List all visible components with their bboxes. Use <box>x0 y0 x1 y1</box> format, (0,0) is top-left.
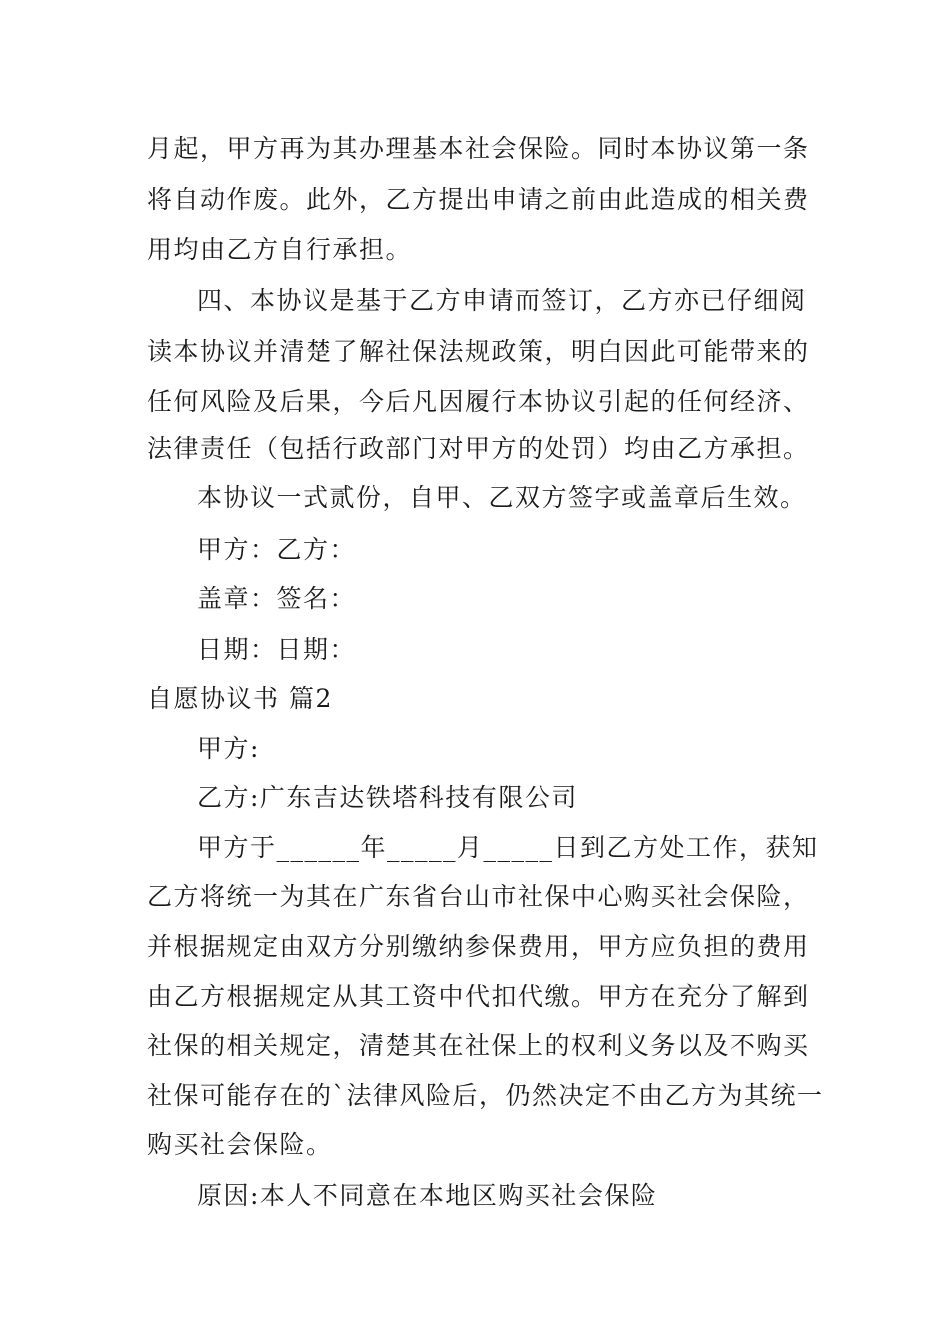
paragraph-line: 用均由乙方自行承担。 <box>147 235 413 264</box>
signature-party-line: 甲方：乙方： <box>197 535 357 564</box>
paragraph-line: 甲方于______年_____月_____日到乙方处工作，获知 <box>197 833 819 862</box>
paragraph-line: 月起，甲方再为其办理基本社会保险。同时本协议第一条 <box>147 134 810 163</box>
paragraph-line: 四、本协议是基于乙方申请而签订，乙方亦已仔细阅 <box>197 286 807 315</box>
reason-line: 原因:本人不同意在本地区购买社会保险 <box>197 1181 658 1210</box>
paragraph-line: 本协议一式贰份，自甲、乙双方签字或盖章后生效。 <box>197 483 807 512</box>
paragraph-line: 购买社会保险。 <box>147 1130 333 1159</box>
paragraph-line: 任何风险及后果，今后凡因履行本协议引起的任何经济、 <box>147 387 810 416</box>
party-b-line: 乙方:广东吉达铁塔科技有限公司 <box>197 783 578 812</box>
paragraph-line: 社保可能存在的`法律风险后，仍然决定不由乙方为其统一 <box>147 1081 824 1110</box>
signature-seal-line: 盖章：签名： <box>197 584 357 613</box>
paragraph-line: 读本协议并清楚了解社保法规政策，明白因此可能带来的 <box>147 337 810 366</box>
paragraph-line: 并根据规定由双方分别缴纳参保费用，甲方应负担的费用 <box>147 932 810 961</box>
paragraph-line: 由乙方根据规定从其工资中代扣代缴。甲方在充分了解到 <box>147 982 810 1011</box>
paragraph-line: 法律责任（包括行政部门对甲方的处罚）均由乙方承担。 <box>147 434 810 463</box>
signature-date-line: 日期：日期： <box>197 635 357 664</box>
paragraph-line: 乙方将统一为其在广东省台山市社保中心购买社会保险， <box>147 882 810 911</box>
party-a-line: 甲方: <box>197 734 260 763</box>
paragraph-line: 将自动作废。此外，乙方提出申请之前由此造成的相关费 <box>147 185 810 214</box>
paragraph-line: 社保的相关规定，清楚其在社保上的权利义务以及不购买 <box>147 1031 810 1060</box>
section-heading: 自愿协议书 篇2 <box>147 684 333 713</box>
